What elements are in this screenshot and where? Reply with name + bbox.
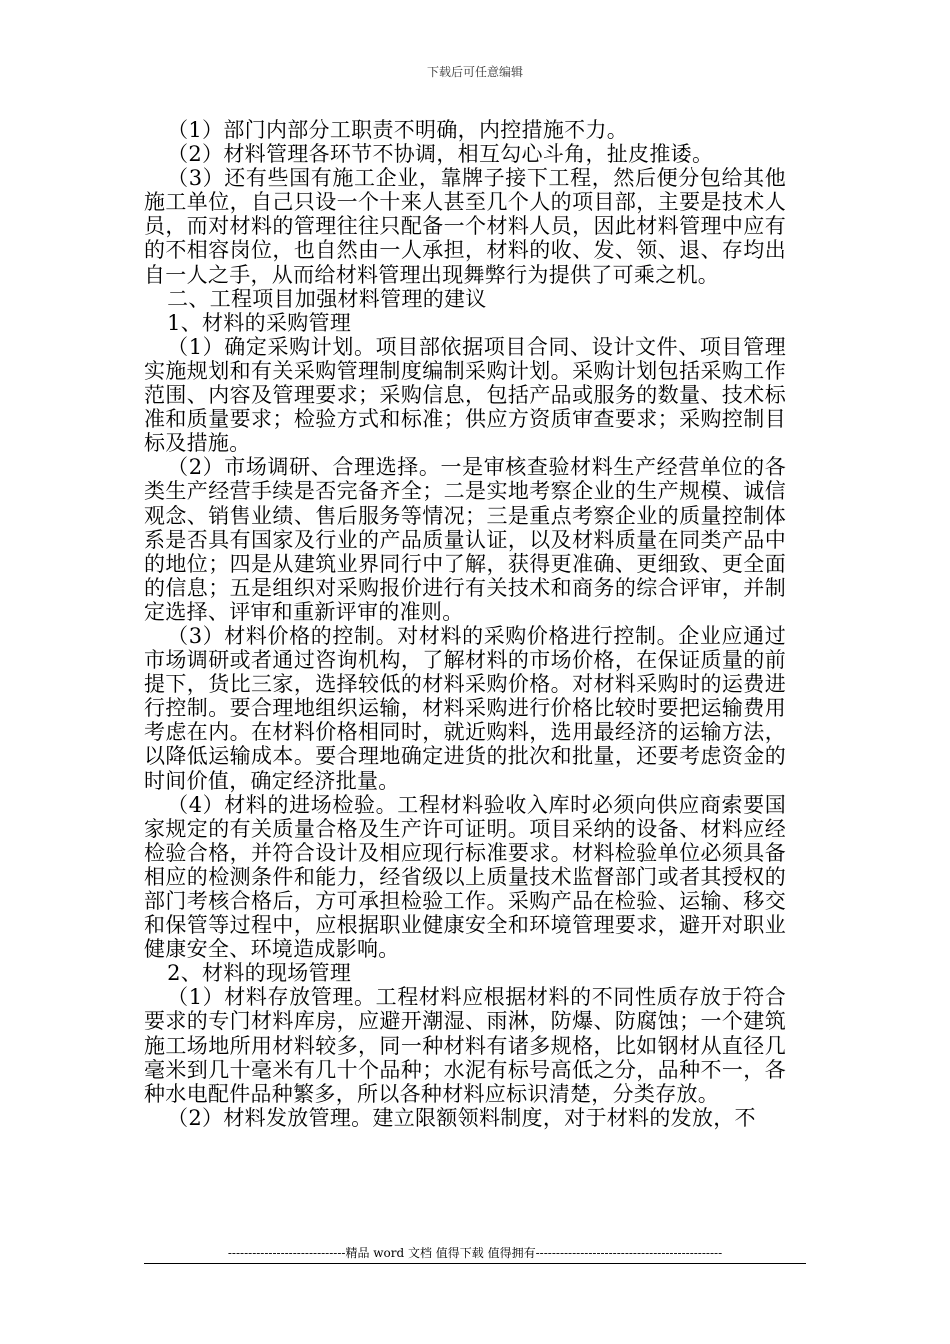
section-heading-2: 二、工程项目加强材料管理的建议 <box>167 286 487 311</box>
paragraph-market-research: （2）市场调研、合理选择。一是审核查验材料生产经营单位的各类生产经营手续是否完备齐全；二是实地考察企业的生产规模、诚信观念、销售业绩、售后服务等情况；三是重点考察企业的质量控制体系是否具有国家及行业的产品质量认证，以及材料质量在同类产品中的地位；四是从建筑业界同行中了解，获得更准确、更细致、更全面的信息；五是组织对采购报价进行有关技术和商务的综合评审，并制定选择、评审和重新评审的准则。 <box>144 455 786 624</box>
paragraph-procurement-plan: （1）确定采购计划。项目部依据项目合同、设计文件、项目管理实施规划和有关采购管理制度编制采购计划。采购计划包括采购工作范围、内容及管理要求；采购信息，包括产品或服务的数量、技术标准和质量要求；检验方式和标准；供应方资质审查要求；采购控制目标及措施。 <box>144 334 786 456</box>
paragraph-1: （1）部门内部分工职责不明确，内控措施不力。 <box>167 118 629 142</box>
page-header: 下载后可任意编辑 <box>426 65 523 79</box>
subsection-heading-site: 2、材料的现场管理 <box>167 961 352 986</box>
paragraph-3: （3）还有些国有施工企业，靠牌子接下工程，然后便分包给其他施工单位，自己只设一个十来人甚至几个人的项目部，主要是技术人员，而对材料的管理往往只配备一个材料人员，因此材料管理中应有的不相容岗位，也自然由一人承担，材料的收、发、领、退、存均出自一人之手，从而给材料管理出现舞弊行为提供了可乘之机。 <box>144 166 786 287</box>
paragraph-issuance: （2）材料发放管理。建立限额领料制度，对于材料的发放，不 <box>167 1105 756 1130</box>
paragraph-inspection: （4）材料的进场检验。工程材料验收入库时必须向供应商索要国家规定的有关质量合格及生产许可证明。项目采纳的设备、材料应经检验合格，并符合设计及相应现行标准要求。材料检验单位必须具备相应的检测条件和能力，经省级以上质量技术监督部门或者其授权的部门考核合格后，方可承担检验工作。采购产品在检验、运输、移交和保管等过程中，应根据职业健康安全和环境管理要求，避开对职业健康安全、环境造成影响。 <box>144 792 786 962</box>
paragraph-storage: （1）材料存放管理。工程材料应根据材料的不同性质存放于符合要求的专门材料库房，应避开潮湿、雨淋，防爆、防腐蚀；一个建筑施工场地所用材料较多，同一种材料有诸多规格，比如钢材从直径几毫米到几十毫米有几十个品种；水泥有标号高低之分，品种不一，各种水电配件品种繁多，所以各种材料应标识清楚，分类存放。 <box>144 985 786 1106</box>
subsection-heading-procurement: 1、材料的采购管理 <box>167 310 352 335</box>
paragraph-2: （2）材料管理各环节不协调，相互勾心斗角，扯皮推诿。 <box>167 142 714 167</box>
paragraph-price-control: （3）材料价格的控制。对材料的采购价格进行控制。企业应通过市场调研或者通过咨询机构，了解材料的市场价格，在保证质量的前提下，货比三家，选择较低的材料采购价格。对材料采购时的运费进行控制。要合理地组织运输，材料采购进行价格比较时要把运输费用考虑在内。在材料价格相同时，就近购料，选用最经济的运输方法，以降低运输成本。要合理地确定进货的批次和批量，还要考虑资金的时间价值，确定经济批量。 <box>144 623 786 793</box>
document-body <box>144 118 786 1130</box>
footer-divider <box>144 1263 806 1264</box>
page-footer: -----------------------------精品 word 文档 值得下载 值得拥有---------------------------------------------- <box>227 1246 723 1260</box>
